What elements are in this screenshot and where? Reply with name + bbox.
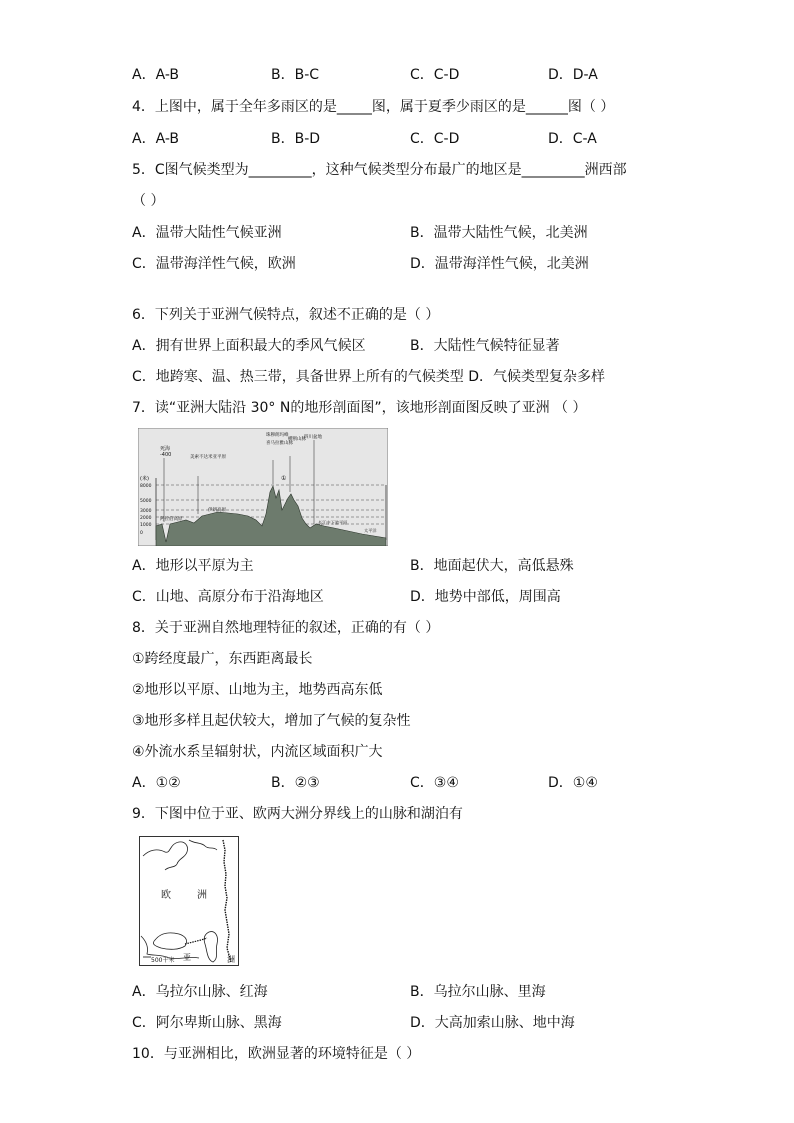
q9-option-b[interactable]: B．乌拉尔山脉、里海 xyxy=(410,984,546,1000)
q9-option-a[interactable]: A．乌拉尔山脉、红海 xyxy=(132,984,268,1000)
label-sichuan: 四川盆地 xyxy=(304,435,322,440)
label-himalaya: 喜马拉雅山脉 xyxy=(266,441,293,446)
q7-option-b[interactable]: B．地面起伏大，高低悬殊 xyxy=(410,558,574,574)
q3-option-d[interactable]: D．D-A xyxy=(548,67,598,83)
q9-option-c[interactable]: C．阿尔卑斯山脉、黑海 xyxy=(132,1015,282,1031)
axis-tick: 0 xyxy=(140,531,143,536)
q8-option-b[interactable]: B．②③ xyxy=(271,775,320,791)
q10-stem: 10．与亚洲相比，欧洲显著的环境特征是（ ） xyxy=(132,1046,421,1062)
q4-stem: 4．上图中，属于全年多雨区的是_____图，属于夏季少雨区的是______图（ ） xyxy=(132,99,615,115)
axis-tick: 2000 xyxy=(140,516,152,521)
terrain-profile-figure xyxy=(138,428,388,546)
europe-asia-boundary-map xyxy=(139,836,239,966)
q5-option-d[interactable]: D．温带海洋性气候，北美洲 xyxy=(410,256,589,272)
label-dead-sea: 死海 xyxy=(160,446,171,452)
q7-option-a[interactable]: A．地形以平原为主 xyxy=(132,558,254,574)
q4-option-c[interactable]: C．C-D xyxy=(410,131,460,147)
q6-stem: 6．下列关于亚洲气候特点，叙述不正确的是（ ） xyxy=(132,307,440,323)
q9-options-row1 xyxy=(132,982,772,1002)
q9-options-row2 xyxy=(132,1013,772,1033)
q4-option-d[interactable]: D．C-A xyxy=(548,131,597,147)
q8-statement-4: ④外流水系呈辐射状，内流区域面积广大 xyxy=(132,744,383,760)
q7-option-d[interactable]: D．地势中部低，周围高 xyxy=(410,589,561,605)
q3-options xyxy=(132,65,772,85)
q7-options-row2 xyxy=(132,587,772,607)
q3-option-a[interactable]: A．A-B xyxy=(132,67,180,83)
label-mesopotamia: 美索不达米亚平原 xyxy=(190,455,226,460)
q5-stem: 5．C图气候类型为_________，这种气候类型分布最广的地区是_________洲西部 xyxy=(132,162,627,178)
label-europe-ou: 欧 xyxy=(161,890,171,901)
label-iran-plateau: 伊朗高原 xyxy=(208,508,226,513)
axis-tick: 8000 xyxy=(140,484,152,489)
marker-1: ① xyxy=(281,475,287,482)
q6-option-b[interactable]: B．大陆性气候特征显著 xyxy=(410,338,560,354)
q8-options xyxy=(132,773,772,793)
q3-option-b[interactable]: B．B-C xyxy=(271,67,320,83)
label-dead-sea-elevation: -400 xyxy=(160,452,172,458)
q9-option-d[interactable]: D．大高加索山脉、地中海 xyxy=(410,1015,575,1031)
q4-options xyxy=(132,129,772,149)
label-yangtze-plain: 长江中下游平原 xyxy=(318,520,348,525)
label-asia-ya: 亚 xyxy=(183,953,191,962)
q8-stem: 8．关于亚洲自然地理特征的叙述，正确的有（ ） xyxy=(132,620,440,636)
map-frame xyxy=(140,837,239,966)
label-hengduan: 横断山脉 xyxy=(288,437,306,442)
q4-option-b[interactable]: B．B-D xyxy=(271,131,321,147)
axis-tick: 1000 xyxy=(140,523,152,528)
q8-statement-2: ②地形以平原、山地为主，地势西高东低 xyxy=(132,682,383,698)
q5-options-row1 xyxy=(132,223,772,243)
q7-options-row1 xyxy=(132,556,772,576)
q4-option-a[interactable]: A．A-B xyxy=(132,131,180,147)
map-scale-label: 500千米 xyxy=(151,957,175,964)
q6-options-row1 xyxy=(132,336,772,356)
axis-tick: 5000 xyxy=(140,499,152,504)
q3-option-c[interactable]: C．C-D xyxy=(410,67,460,83)
label-arabian-plateau: 阿拉伯高原 xyxy=(160,517,183,522)
q7-option-c[interactable]: C．山地、高原分布于沿海地区 xyxy=(132,589,324,605)
label-europe-zhou: 洲 xyxy=(197,890,207,901)
axis-tick: 3000 xyxy=(140,509,152,514)
q9-stem: 9．下图中位于亚、欧两大洲分界线上的山脉和湖泊有 xyxy=(132,806,463,822)
q6-option-a[interactable]: A．拥有世界上面积最大的季风气候区 xyxy=(132,338,366,354)
label-pacific: 太平洋 xyxy=(364,528,377,533)
q8-option-a[interactable]: A．①② xyxy=(132,775,181,791)
q8-statement-3: ③地形多样且起伏较大，增加了气候的复杂性 xyxy=(132,713,411,729)
q5-option-a[interactable]: A．温带大陆性气候亚洲 xyxy=(132,225,282,241)
q5-option-c[interactable]: C．温带海洋性气候，欧洲 xyxy=(132,256,296,272)
axis-unit: (米) xyxy=(140,476,149,482)
label-everest: 珠穆朗玛峰 xyxy=(266,433,289,438)
q6-option-c-d[interactable]: C．地跨寒、温、热三带，具备世界上所有的气候类型 D．气候类型复杂多样 xyxy=(132,369,606,385)
q5-options-row2 xyxy=(132,254,772,274)
q7-stem: 7．读“亚洲大陆沿 30° N的地形剖面图”，该地形剖面图反映了亚洲 （ ） xyxy=(132,400,587,416)
q8-option-c[interactable]: C．③④ xyxy=(410,775,459,791)
q5-stem-paren: （ ） xyxy=(132,193,165,209)
q5-option-b[interactable]: B．温带大陆性气候，北美洲 xyxy=(410,225,588,241)
q8-statement-1: ①跨经度最广，东西距离最长 xyxy=(132,651,313,667)
q8-option-d[interactable]: D．①④ xyxy=(548,775,598,791)
label-asia-zhou: 洲 xyxy=(227,955,235,964)
